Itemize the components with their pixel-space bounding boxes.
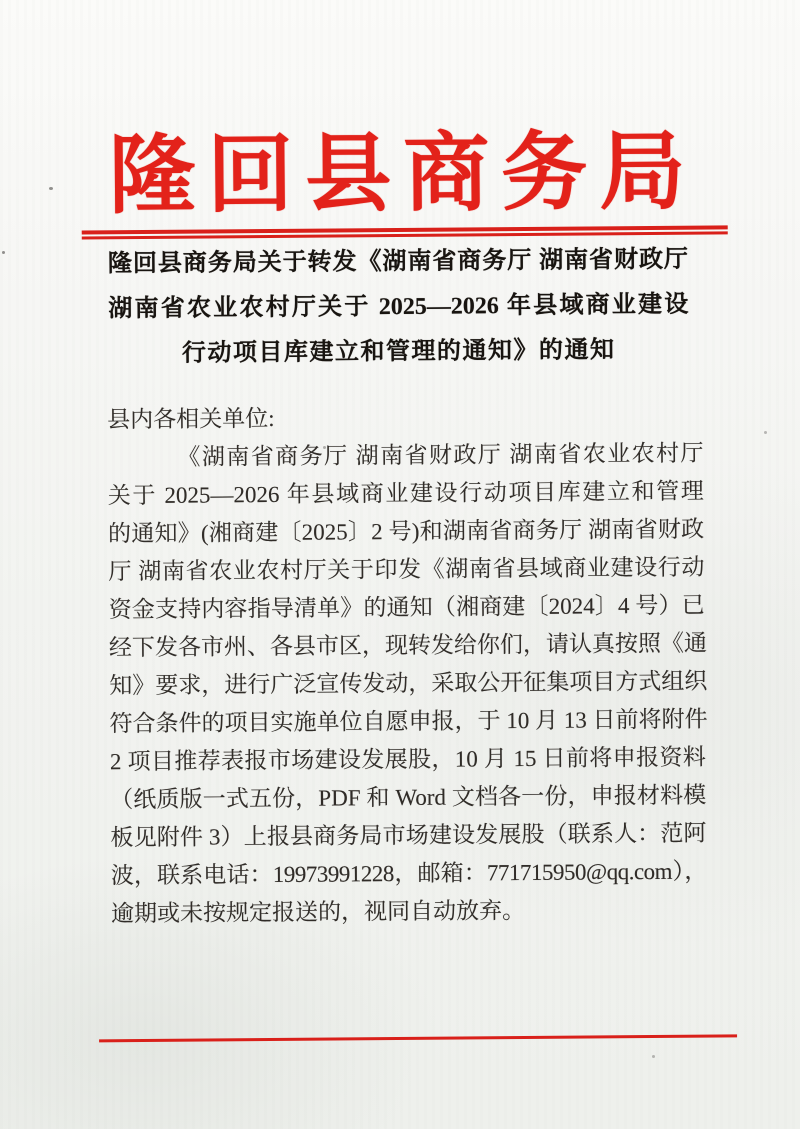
agency-masthead: 隆回县商务局 <box>108 123 698 225</box>
scan-speck <box>2 251 5 254</box>
body-line: 的通知》(湘商建〔2025〕2 号)和湖南省商务厅 湖南省财政 <box>108 516 705 547</box>
body-line: 资金支持内容指导清单》的通知（湘商建〔2024〕4 号）已 <box>108 592 705 623</box>
title-line: 湖南省农业农村厅关于 2025—2026 年县域商业建设 <box>108 291 689 323</box>
scan-speck <box>49 187 53 190</box>
body-line: 2 项目推荐表报市场建设发展股，10 月 15 日前将申报资料 <box>109 744 706 775</box>
body-line-contact: 波，联系电话：19973991228，邮箱：771715950@qq.com）， <box>110 858 707 889</box>
scan-speck <box>652 1055 655 1058</box>
body-line: 板见附件 3）上报县商务局市场建设发展股（联系人：范阿 <box>110 820 707 851</box>
body-line: 符合条件的项目实施单位自愿申报，于 10 月 13 日前将附件 <box>109 706 708 737</box>
body-line: 厅 湖南省农业农村厅关于印发《湖南省县域商业建设行动 <box>108 554 705 585</box>
body-line: 《湖南省商务厅 湖南省财政厅 湖南省农业农村厅 <box>177 440 704 470</box>
document-title <box>108 238 689 378</box>
body-line-closing: 逾期或未按规定报送的，视同自动放弃。 <box>110 898 526 927</box>
scan-speck <box>323 446 326 449</box>
salutation-line: 县内各相关单位: <box>107 405 275 433</box>
body-line: 经下发各市州、各县市区，现转发给你们，请认真按照《通 <box>108 630 708 661</box>
body-line: 知》要求，进行广泛宣传发动，采取公开征集项目方式组织 <box>109 668 708 699</box>
body-line: （纸质版一式五份，PDF 和 Word 文档各一份，申报材料模 <box>110 782 707 813</box>
document-body <box>107 397 707 934</box>
red-footer-rule <box>99 1034 737 1042</box>
scan-speck <box>764 431 767 434</box>
title-line: 行动项目库建立和管理的通知》的通知 <box>181 337 616 367</box>
title-line: 隆回县商务局关于转发《湖南省商务厅 湖南省财政厅 <box>107 246 689 278</box>
body-line: 关于 2025—2026 年县域商业建设行动项目库建立和管理 <box>107 478 704 509</box>
